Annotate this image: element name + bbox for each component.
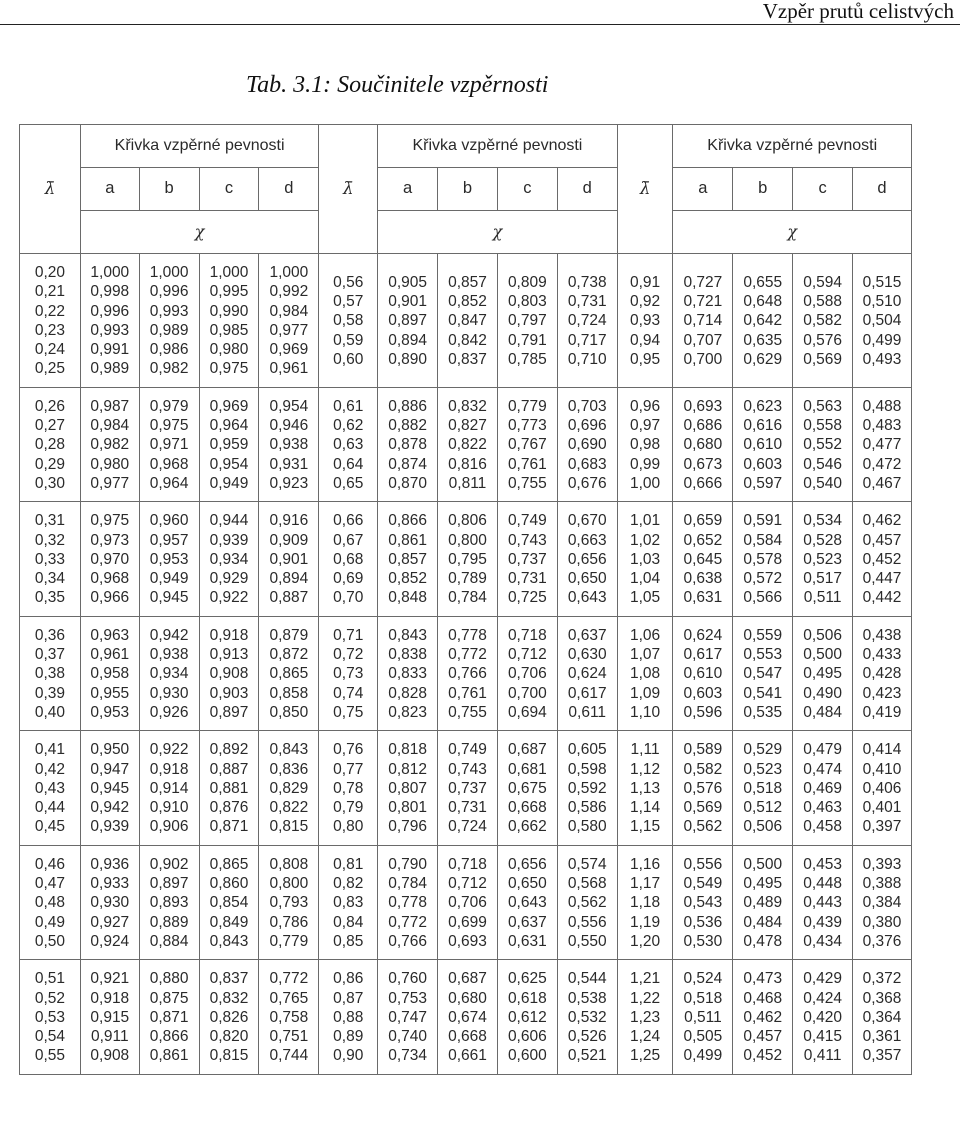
chi-values-curve-d: 0,414 0,410 0,406 0,401 0,397 — [853, 731, 912, 845]
chi-values-curve-d: 0,488 0,483 0,477 0,472 0,467 — [853, 387, 912, 501]
lambda-header-cell — [20, 211, 81, 254]
chi-values-curve-a: 0,524 0,518 0,511 0,505 0,499 — [673, 960, 733, 1074]
lambda-values: 0,61 0,62 0,63 0,64 0,65 — [319, 387, 378, 501]
chi-values-curve-c: 0,892 0,887 0,881 0,876 0,871 — [199, 731, 259, 845]
chi-values-curve-b: 0,591 0,584 0,578 0,572 0,566 — [733, 502, 793, 616]
lambda-values: 1,16 1,17 1,18 1,19 1,20 — [617, 845, 673, 959]
chi-values-curve-b: 0,500 0,495 0,489 0,484 0,478 — [733, 845, 793, 959]
chi-values-curve-a: 0,866 0,861 0,857 0,852 0,848 — [378, 502, 438, 616]
chi-values-curve-b: 0,902 0,897 0,893 0,889 0,884 — [139, 845, 199, 959]
chi-values-curve-b: 0,960 0,957 0,953 0,949 0,945 — [139, 502, 199, 616]
chi-row — [20, 211, 912, 254]
curve-c-label: c — [793, 168, 853, 211]
chi-values-curve-c: 0,944 0,939 0,934 0,929 0,922 — [199, 502, 259, 616]
chi-values-curve-b: 0,922 0,918 0,914 0,910 0,906 — [139, 731, 199, 845]
chi-values-curve-a: 0,727 0,721 0,714 0,707 0,700 — [673, 254, 733, 388]
chi-values-curve-c: 1,000 0,995 0,990 0,985 0,980 0,975 — [199, 254, 259, 388]
chi-values-curve-d: 0,438 0,433 0,428 0,423 0,419 — [853, 616, 912, 730]
chi-values-curve-d: 0,544 0,538 0,532 0,526 0,521 — [557, 960, 617, 1074]
chi-values-curve-d: 1,000 0,992 0,984 0,977 0,969 0,961 — [259, 254, 319, 388]
lambda-values: 0,56 0,57 0,58 0,59 0,60 — [319, 254, 378, 388]
lambda-values: 0,86 0,87 0,88 0,89 0,90 — [319, 960, 378, 1074]
chi-values-curve-c: 0,749 0,743 0,737 0,731 0,725 — [497, 502, 557, 616]
chi-values-curve-a: 0,818 0,812 0,807 0,801 0,796 — [378, 731, 438, 845]
chi-values-curve-b: 0,979 0,975 0,971 0,968 0,964 — [139, 387, 199, 501]
chi-values-curve-a: 0,936 0,933 0,930 0,927 0,924 — [80, 845, 139, 959]
chi-values-curve-b: 0,832 0,827 0,822 0,816 0,811 — [438, 387, 498, 501]
curve-d-label: d — [259, 168, 319, 211]
chi-values-curve-c: 0,453 0,448 0,443 0,439 0,434 — [793, 845, 853, 959]
curve-b-label: b — [139, 168, 199, 211]
lambda-values: 0,66 0,67 0,68 0,69 0,70 — [319, 502, 378, 616]
lambda-symbol: λ̄ — [20, 168, 81, 211]
lambda-values: 0,26 0,27 0,28 0,29 0,30 — [20, 387, 81, 501]
running-head: Vzpěr prutů celistvých — [762, 0, 954, 23]
curve-b-label: b — [733, 168, 793, 211]
lambda-values: 0,91 0,92 0,93 0,94 0,95 — [617, 254, 673, 388]
curve-b-label: b — [438, 168, 498, 211]
chi-values-curve-a: 0,589 0,582 0,576 0,569 0,562 — [673, 731, 733, 845]
value-row-group — [20, 254, 912, 388]
chi-values-curve-b: 0,559 0,553 0,547 0,541 0,535 — [733, 616, 793, 730]
lambda-values: 0,31 0,32 0,33 0,34 0,35 — [20, 502, 81, 616]
chi-values-curve-d: 0,605 0,598 0,592 0,586 0,580 — [557, 731, 617, 845]
curve-letter-row — [20, 168, 912, 211]
chi-values-curve-c: 0,718 0,712 0,706 0,700 0,694 — [497, 616, 557, 730]
chi-values-curve-d: 0,462 0,457 0,452 0,447 0,442 — [853, 502, 912, 616]
chi-values-curve-b: 0,529 0,523 0,518 0,512 0,506 — [733, 731, 793, 845]
chi-values-curve-c: 0,429 0,424 0,420 0,415 0,411 — [793, 960, 853, 1074]
chi-values-curve-b: 0,880 0,875 0,871 0,866 0,861 — [139, 960, 199, 1074]
curve-header: Křivka vzpěrné pevnosti — [378, 125, 617, 168]
lambda-symbol: λ̄ — [319, 168, 378, 211]
chi-values-curve-b: 0,623 0,616 0,610 0,603 0,597 — [733, 387, 793, 501]
chi-values-curve-b: 1,000 0,996 0,993 0,989 0,986 0,982 — [139, 254, 199, 388]
chi-symbol: χ — [673, 211, 912, 254]
chi-values-curve-d: 0,574 0,568 0,562 0,556 0,550 — [557, 845, 617, 959]
chi-values-curve-a: 0,760 0,753 0,747 0,740 0,734 — [378, 960, 438, 1074]
chi-values-curve-a: 1,000 0,998 0,996 0,993 0,991 0,989 — [80, 254, 139, 388]
header-rule — [0, 24, 960, 25]
lambda-values: 1,06 1,07 1,08 1,09 1,10 — [617, 616, 673, 730]
chi-values-curve-d: 0,738 0,731 0,724 0,717 0,710 — [557, 254, 617, 388]
chi-values-curve-b: 0,687 0,680 0,674 0,668 0,661 — [438, 960, 498, 1074]
lambda-header-cell — [617, 125, 673, 168]
lambda-values: 0,71 0,72 0,73 0,74 0,75 — [319, 616, 378, 730]
chi-values-curve-c: 0,563 0,558 0,552 0,546 0,540 — [793, 387, 853, 501]
lambda-values: 0,96 0,97 0,98 0,99 1,00 — [617, 387, 673, 501]
chi-values-curve-b: 0,806 0,800 0,795 0,789 0,784 — [438, 502, 498, 616]
value-row-group — [20, 387, 912, 501]
chi-values-curve-d: 0,637 0,630 0,624 0,617 0,611 — [557, 616, 617, 730]
lambda-header-cell — [319, 211, 378, 254]
chi-values-curve-a: 0,843 0,838 0,833 0,828 0,823 — [378, 616, 438, 730]
value-row-group — [20, 616, 912, 730]
chi-values-curve-a: 0,963 0,961 0,958 0,955 0,953 — [80, 616, 139, 730]
chi-values-curve-a: 0,556 0,549 0,543 0,536 0,530 — [673, 845, 733, 959]
chi-values-curve-d: 0,372 0,368 0,364 0,361 0,357 — [853, 960, 912, 1074]
chi-values-curve-d: 0,703 0,696 0,690 0,683 0,676 — [557, 387, 617, 501]
lambda-values: 0,81 0,82 0,83 0,84 0,85 — [319, 845, 378, 959]
chi-values-curve-a: 0,905 0,901 0,897 0,894 0,890 — [378, 254, 438, 388]
chi-values-curve-c: 0,687 0,681 0,675 0,668 0,662 — [497, 731, 557, 845]
chi-values-curve-b: 0,942 0,938 0,934 0,930 0,926 — [139, 616, 199, 730]
chi-values-curve-a: 0,659 0,652 0,645 0,638 0,631 — [673, 502, 733, 616]
chi-values-curve-b: 0,718 0,712 0,706 0,699 0,693 — [438, 845, 498, 959]
chi-values-curve-c: 0,809 0,803 0,797 0,791 0,785 — [497, 254, 557, 388]
curve-header: Křivka vzpěrné pevnosti — [673, 125, 912, 168]
chi-values-curve-d: 0,515 0,510 0,504 0,499 0,493 — [853, 254, 912, 388]
chi-values-curve-a: 0,886 0,882 0,878 0,874 0,870 — [378, 387, 438, 501]
lambda-values: 1,11 1,12 1,13 1,14 1,15 — [617, 731, 673, 845]
chi-values-curve-b: 0,655 0,648 0,642 0,635 0,629 — [733, 254, 793, 388]
table-caption: Tab. 3.1: Součinitele vzpěrnosti — [246, 72, 549, 98]
lambda-symbol: λ̄ — [617, 168, 673, 211]
chi-values-curve-a: 0,693 0,686 0,680 0,673 0,666 — [673, 387, 733, 501]
chi-values-curve-b: 0,749 0,743 0,737 0,731 0,724 — [438, 731, 498, 845]
chi-values-curve-d: 0,879 0,872 0,865 0,858 0,850 — [259, 616, 319, 730]
chi-values-curve-d: 0,843 0,836 0,829 0,822 0,815 — [259, 731, 319, 845]
curve-header-row — [20, 125, 912, 168]
chi-values-curve-b: 0,857 0,852 0,847 0,842 0,837 — [438, 254, 498, 388]
chi-symbol: χ — [378, 211, 617, 254]
chi-values-curve-c: 0,594 0,588 0,582 0,576 0,569 — [793, 254, 853, 388]
chi-values-curve-a: 0,950 0,947 0,945 0,942 0,939 — [80, 731, 139, 845]
curve-header: Křivka vzpěrné pevnosti — [80, 125, 318, 168]
chi-values-curve-a: 0,624 0,617 0,610 0,603 0,596 — [673, 616, 733, 730]
chi-values-curve-a: 0,987 0,984 0,982 0,980 0,977 — [80, 387, 139, 501]
value-row-group — [20, 731, 912, 845]
curve-c-label: c — [199, 168, 259, 211]
chi-values-curve-b: 0,473 0,468 0,462 0,457 0,452 — [733, 960, 793, 1074]
chi-values-curve-c: 0,479 0,474 0,469 0,463 0,458 — [793, 731, 853, 845]
value-row-group — [20, 502, 912, 616]
chi-values-curve-c: 0,656 0,650 0,643 0,637 0,631 — [497, 845, 557, 959]
lambda-values: 0,41 0,42 0,43 0,44 0,45 — [20, 731, 81, 845]
curve-a-label: a — [378, 168, 438, 211]
value-row-group — [20, 960, 912, 1074]
lambda-values: 0,20 0,21 0,22 0,23 0,24 0,25 — [20, 254, 81, 388]
chi-values-curve-d: 0,916 0,909 0,901 0,894 0,887 — [259, 502, 319, 616]
chi-values-curve-c: 0,779 0,773 0,767 0,761 0,755 — [497, 387, 557, 501]
chi-values-curve-c: 0,865 0,860 0,854 0,849 0,843 — [199, 845, 259, 959]
lambda-values: 1,01 1,02 1,03 1,04 1,05 — [617, 502, 673, 616]
buckling-coefficient-table — [19, 124, 912, 1075]
chi-values-curve-d: 0,808 0,800 0,793 0,786 0,779 — [259, 845, 319, 959]
chi-values-curve-d: 0,670 0,663 0,656 0,650 0,643 — [557, 502, 617, 616]
chi-values-curve-c: 0,969 0,964 0,959 0,954 0,949 — [199, 387, 259, 501]
lambda-header-cell — [319, 125, 378, 168]
curve-a-label: a — [673, 168, 733, 211]
chi-values-curve-c: 0,837 0,832 0,826 0,820 0,815 — [199, 960, 259, 1074]
curve-d-label: d — [557, 168, 617, 211]
chi-values-curve-a: 0,921 0,918 0,915 0,911 0,908 — [80, 960, 139, 1074]
chi-symbol: χ — [80, 211, 318, 254]
chi-values-curve-d: 0,772 0,765 0,758 0,751 0,744 — [259, 960, 319, 1074]
chi-values-curve-b: 0,778 0,772 0,766 0,761 0,755 — [438, 616, 498, 730]
curve-c-label: c — [497, 168, 557, 211]
chi-values-curve-d: 0,954 0,946 0,938 0,931 0,923 — [259, 387, 319, 501]
lambda-values: 0,36 0,37 0,38 0,39 0,40 — [20, 616, 81, 730]
curve-d-label: d — [853, 168, 912, 211]
lambda-header-cell — [617, 211, 673, 254]
chi-values-curve-c: 0,506 0,500 0,495 0,490 0,484 — [793, 616, 853, 730]
curve-a-label: a — [80, 168, 139, 211]
lambda-values: 0,51 0,52 0,53 0,54 0,55 — [20, 960, 81, 1074]
chi-values-curve-c: 0,625 0,618 0,612 0,606 0,600 — [497, 960, 557, 1074]
chi-values-curve-d: 0,393 0,388 0,384 0,380 0,376 — [853, 845, 912, 959]
lambda-values: 0,76 0,77 0,78 0,79 0,80 — [319, 731, 378, 845]
chi-values-curve-c: 0,918 0,913 0,908 0,903 0,897 — [199, 616, 259, 730]
chi-values-curve-a: 0,975 0,973 0,970 0,968 0,966 — [80, 502, 139, 616]
lambda-header-cell — [20, 125, 81, 168]
value-row-group — [20, 845, 912, 959]
chi-values-curve-a: 0,790 0,784 0,778 0,772 0,766 — [378, 845, 438, 959]
lambda-values: 1,21 1,22 1,23 1,24 1,25 — [617, 960, 673, 1074]
lambda-values: 0,46 0,47 0,48 0,49 0,50 — [20, 845, 81, 959]
chi-values-curve-c: 0,534 0,528 0,523 0,517 0,511 — [793, 502, 853, 616]
